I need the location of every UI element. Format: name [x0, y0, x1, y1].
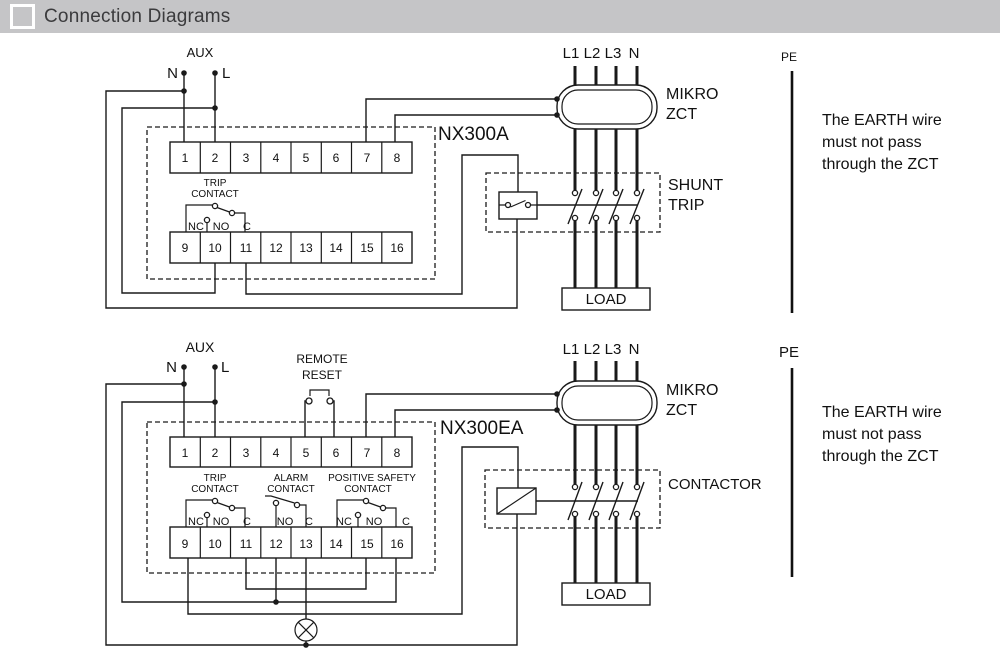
earth-note: must not pass — [822, 134, 922, 151]
earth-note: The EARTH wire — [822, 112, 942, 129]
terminal-cell-label: 2 — [211, 446, 219, 460]
pe-label: PE — [778, 344, 800, 361]
contact-point — [380, 505, 385, 510]
mains-label-n: N — [628, 341, 640, 358]
terminal-cell-label: 10 — [208, 537, 222, 551]
pole-contact — [613, 215, 618, 220]
trip-contact-label: TRIP — [203, 178, 227, 189]
terminal-cell-label: 12 — [269, 537, 283, 551]
terminal-cell-label: 4 — [272, 151, 280, 165]
pole-contact — [593, 190, 598, 195]
junction-dot — [181, 70, 187, 76]
c-label: C — [243, 221, 251, 233]
zct-label: ZCT — [666, 106, 698, 123]
junction-dot — [554, 391, 560, 397]
pole-contact — [634, 190, 639, 195]
no-label: NO — [365, 516, 383, 528]
mains-label-l2: L2 — [583, 45, 601, 62]
safety-contact-label: CONTACT — [344, 484, 392, 495]
button-contact — [327, 398, 333, 404]
terminal-cell-label: 10 — [208, 241, 222, 255]
terminal-cell-label: 4 — [272, 446, 280, 460]
pole-contact — [634, 511, 639, 516]
no-label: NO — [212, 221, 230, 233]
zct-label: MIKRO — [666, 382, 719, 399]
c-label: C — [305, 516, 313, 528]
earth-note: must not pass — [822, 426, 922, 443]
neutral-label: N — [167, 65, 178, 82]
alarm-contact-label: CONTACT — [267, 484, 315, 495]
button-contact — [306, 398, 312, 404]
mains-label-l3: L3 — [604, 341, 622, 358]
junction-dot — [303, 642, 309, 648]
device-name: NX300A — [438, 124, 509, 145]
trip-contact-label: TRIP — [203, 473, 227, 484]
remote-reset-label: REMOTE — [296, 352, 348, 366]
aux-label: AUX — [186, 45, 214, 60]
no-label: NO — [212, 516, 230, 528]
terminal-cell-label: 11 — [239, 537, 253, 551]
c-label: C — [243, 516, 251, 528]
device-name: NX300EA — [440, 418, 524, 439]
aux-label: AUX — [185, 339, 215, 355]
trip-contact-label: CONTACT — [191, 189, 239, 200]
junction-dot — [212, 70, 218, 76]
pole-contact — [613, 511, 618, 516]
terminal-cell-label: 5 — [302, 446, 310, 460]
terminal-cell-label: 14 — [329, 537, 343, 551]
contact-point — [363, 498, 368, 503]
zct-label: ZCT — [666, 402, 698, 419]
terminal-cell-label: 1 — [181, 446, 189, 460]
pole-contact — [572, 511, 577, 516]
no-label: NO — [276, 516, 294, 528]
line-label: L — [221, 359, 230, 376]
terminal-cell-label: 9 — [181, 537, 189, 551]
terminal-cell-label: 7 — [363, 151, 371, 165]
junction-dot — [212, 364, 218, 370]
page-title: Connection Diagrams — [44, 5, 231, 27]
contact-point — [204, 512, 209, 517]
junction-dot — [181, 88, 187, 94]
junction-dot — [554, 407, 560, 413]
button-cap — [310, 390, 329, 396]
pole-contact — [572, 190, 577, 195]
alarm-contact-label: ALARM — [273, 473, 309, 484]
nc-label: NC — [188, 221, 204, 233]
terminal-cell-label: 3 — [242, 151, 250, 165]
contact-point — [212, 498, 217, 503]
shunt-trip-label: TRIP — [668, 197, 705, 214]
terminal-cell-label: 8 — [393, 446, 401, 460]
load-label: LOAD — [585, 586, 627, 603]
mains-label-l1: L1 — [562, 45, 580, 62]
junction-dot — [181, 364, 187, 370]
load-label: LOAD — [585, 291, 627, 308]
contact-point — [229, 505, 234, 510]
terminal-cell-label: 13 — [299, 241, 313, 255]
diagram-nx300ea — [106, 339, 942, 648]
mains-label-l2: L2 — [583, 341, 601, 358]
contact-point — [526, 203, 531, 208]
pole-contact — [613, 484, 618, 489]
c-label: C — [402, 516, 410, 528]
terminal-cell-label: 8 — [393, 151, 401, 165]
pole-contact — [613, 190, 618, 195]
contactor-label: CONTACTOR — [668, 476, 762, 493]
junction-dot — [554, 96, 560, 102]
terminal-cell-label: 2 — [211, 151, 219, 165]
contact-point — [204, 217, 209, 222]
mains-label-l3: L3 — [604, 45, 622, 62]
contact-point — [229, 210, 234, 215]
terminal-cell-label: 16 — [390, 537, 404, 551]
terminal-cell-label: 15 — [360, 241, 374, 255]
pole-contact — [593, 511, 598, 516]
nc-label: NC — [188, 516, 204, 528]
neutral-label: N — [166, 359, 177, 376]
pole-contact — [593, 484, 598, 489]
contact-point — [273, 500, 278, 505]
terminal-cell-label: 6 — [332, 151, 340, 165]
zct-label: MIKRO — [666, 86, 719, 103]
diagram-nx300a — [106, 45, 942, 313]
trip-contact-label: CONTACT — [191, 484, 239, 495]
contact-point — [294, 502, 299, 507]
terminal-cell-label: 14 — [329, 241, 343, 255]
remote-reset-label: RESET — [301, 368, 343, 382]
contact-point — [506, 203, 511, 208]
terminal-cell-label: 6 — [332, 446, 340, 460]
junction-dot — [554, 112, 560, 118]
contact-point — [355, 512, 360, 517]
shunt-trip-label: SHUNT — [668, 177, 724, 194]
terminal-cell-label: 3 — [242, 446, 250, 460]
junction-dot — [212, 105, 218, 111]
safety-contact-label: POSITIVE SAFETY — [328, 473, 416, 484]
contact-point — [212, 203, 217, 208]
pole-contact — [593, 215, 598, 220]
mains-label-l1: L1 — [562, 341, 580, 358]
line-label: L — [222, 65, 231, 82]
terminal-cell-label: 11 — [239, 241, 253, 255]
terminal-cell-label: 15 — [360, 537, 374, 551]
terminal-cell-label: 9 — [181, 241, 189, 255]
earth-note: through the ZCT — [822, 448, 939, 465]
terminal-cell-label: 13 — [299, 537, 313, 551]
junction-dot — [273, 599, 279, 605]
nc-label: NC — [336, 516, 352, 528]
pe-label: PE — [780, 50, 798, 64]
earth-note: The EARTH wire — [822, 404, 942, 421]
lamp-cross — [298, 622, 314, 638]
pole-blades — [568, 189, 644, 224]
junction-dot — [212, 399, 218, 405]
pole-contact — [572, 215, 577, 220]
mains-label-n: N — [628, 45, 640, 62]
terminal-cell-label: 16 — [390, 241, 404, 255]
terminal-cell-label: 1 — [181, 151, 189, 165]
terminal-cell-label: 5 — [302, 151, 310, 165]
pole-contact — [572, 484, 577, 489]
junction-dot — [181, 381, 187, 387]
earth-note: through the ZCT — [822, 156, 939, 173]
pole-contact — [634, 484, 639, 489]
terminal-cell-label: 12 — [269, 241, 283, 255]
terminal-cell-label: 7 — [363, 446, 371, 460]
pole-contact — [634, 215, 639, 220]
